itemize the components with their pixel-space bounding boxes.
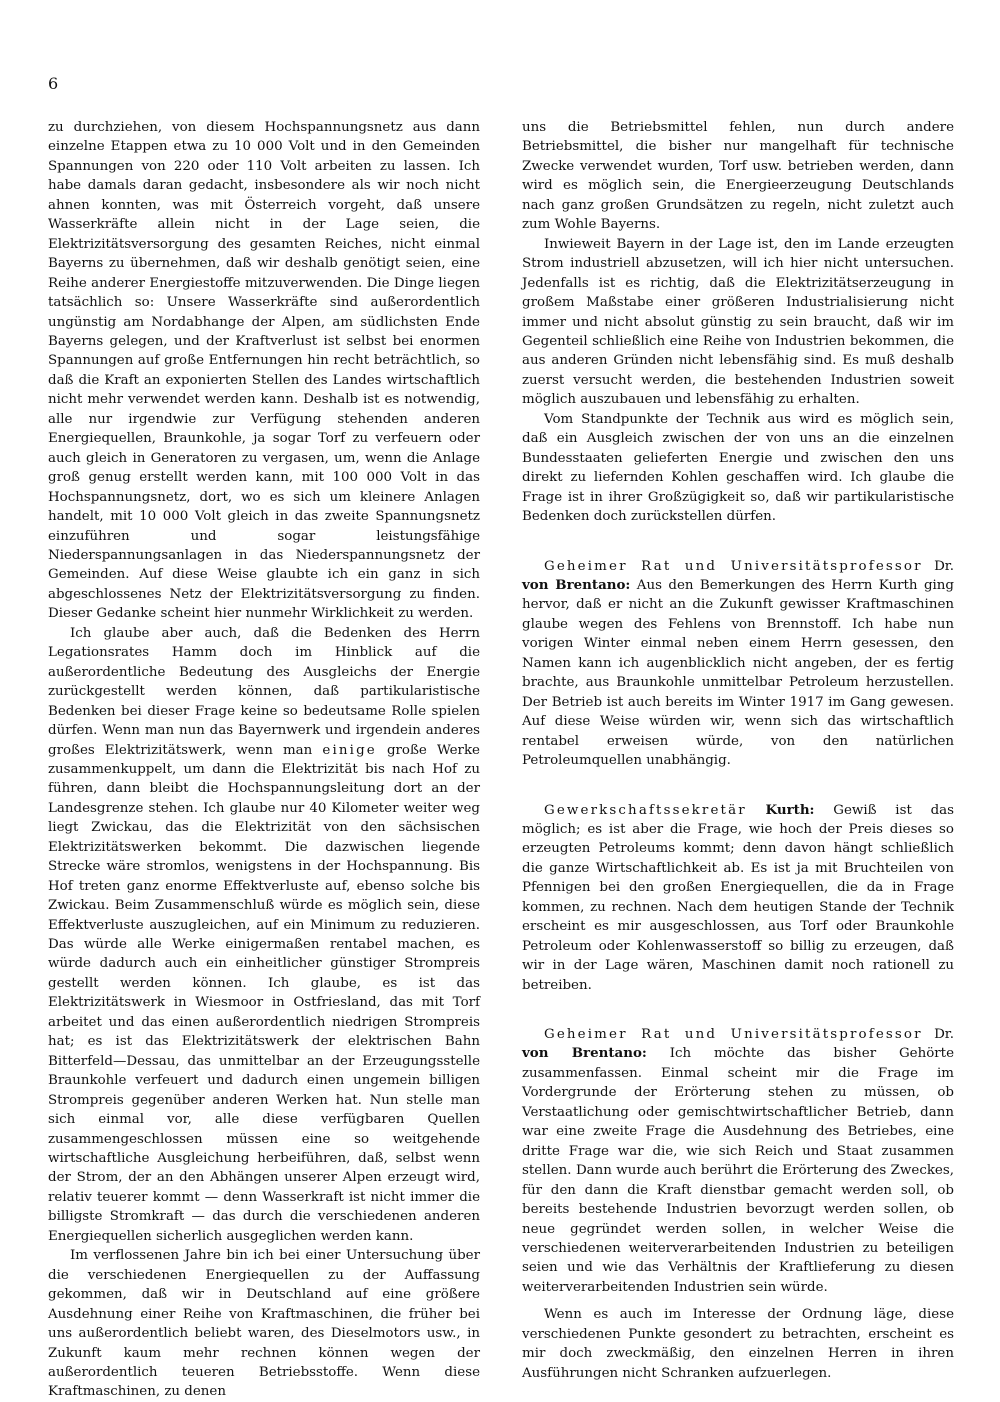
speaker-role: Geheimer Rat und Universitätsprofessor xyxy=(544,1027,923,1043)
page-number: 6 xyxy=(48,74,59,93)
speaker-title: Dr. xyxy=(934,558,954,574)
left-paragraph-2-start: Ich glaube aber auch, daß die Bedenken des Herrn Legationsrates Hamm doch im Hinblick auf die außerordentliche Bedeutung des Ausgleichs der Energie zurückgestellt werden können, daß partikularistische Bedenken bei dieser Frage keine so bedeutsame Rolle spielen dürfen. Wenn man nun das Bayernwerk und irgendein anderes großes Elektrizitätswerk, wenn man xyxy=(48,625,480,758)
speaker-name: von Brentano: xyxy=(522,1045,647,1062)
right-column xyxy=(522,118,954,1383)
speech-text: Gewiß ist das möglich; es ist aber die Frage, wie hoch der Preis dieses so erzeugten Petroleums kommt; denn davon hängt schließlich die ganze Wirtschaftlichkeit ab. Es ist ja mit Bruchteilen von Pfennigen bei den großen Energiequellen, die da in Frage kommen, zu rechnen. Nach dem heutigen Stande der Technik erscheint es mir ausgeschlossen, aus Torf oder Braunkohle Petroleum oder Kohlenwasserstoff so billig zu erzeugen, daß wir in der Lage wären, Maschinen damit noch rationell zu betreiben. xyxy=(522,802,954,993)
right-paragraph-3: Vom Standpunkte der Technik aus wird es möglich sein, daß ein Ausgleich zwischen der von uns an die einzelnen Bundesstaaten gelieferten Energie und zwischen den uns direkt zu liefernden Kohlen geschaffen wird. Ich glaube die Frage ist in ihrer Großzügigkeit so, daß wir partikularistische Bedenken doch zurückstellen dürfen. xyxy=(522,411,954,525)
left-paragraph-2-end: große Werke zusammenkuppelt, um dann die Elektrizität bis nach Hof zu führen, dann bleibt die Hochspannungsleitung dort an der Landesgrenze stehen. Ich glaube nur 40 Kilometer weiter weg liegt Zwickau, das die Elektrizität von den sächsischen Elektrizitätswerken bekommt. Die dazwischen liegende Strecke wäre stromlos, wenigstens in der Hochspannung. Bis Hof treten ganz enorme Effektverluste auf, ebenso solche bis Zwickau. Beim Zusammenschluß würde es möglich sein, diese Effektverluste auszugleichen, auf ein Minimum zu reduzieren. Das würde alle Werke einigermaßen rentabel machen, es würde dadurch auch ein einheitlicher günstiger Strompreis gestellt werden können. Ich glaube, es ist das Elektrizitätswerk in Wiesmoor in Ostfriesland, das mit Torf arbeitet und das einen außerordentlich niedrigen Strompreis hat; es ist das Elektrizitätswerk der elektrischen Bahn Bitterfeld—Dessau, das unmittelbar an der Erzeugungsstelle Braunkohle verfeuert und dadurch einen ungemein billigen Strompreis gegenüber anderen Werken hat. Nun stelle man sich einmal vor, alle diese verfügbaren Quellen zusammengeschlossen müssen eine so weitgehende wirtschaftliche Ausgleichung herbeiführen, daß, selbst wenn der Strom, der an den Abhängen unserer Alpen erzeugt wird, relativ teuerer kommt — denn Wasserkraft ist nicht immer die billigste Stromkraft — das durch die verschiedenen anderen Energiequellen sicherlich ausgeglichen werden kann. xyxy=(48,742,480,1244)
right-final-paragraph: Wenn es auch im Interesse der Ordnung läge, diese verschiedenen Punkte gesondert zu betrachten, erscheint es mir doch zweckmäßig, den einzelnen Herren in ihren Ausführungen nicht Schranken aufzuerlegen. xyxy=(522,1307,954,1381)
speech-brentano-2 xyxy=(522,1025,954,1297)
speech-kurth xyxy=(522,801,954,996)
speech-text: Ich möchte das bisher Gehörte zusammenfassen. Einmal scheint mir die Frage im Vordergrunde der Erörterung stehen zu müssen, ob Verstaatlichung oder gemischtwirtschaftlicher Betrieb, dann war eine zweite Frage die Ausdehnung des Betriebes, eine dritte Frage war die, wie sich Reich und Staat zusammen stellen. Dann wurde auch berührt die Erörterung des Zweckes, für den dann die Kraft dienstbar gemacht werden soll, ob bereits bestehende Industrien bevorzugt werden sollen, ob neue gegründet werden sollen, in welcher Weise die verschiedenen weiterverarbeitenden Industrien zu beteiligen seien und wie das Verhältnis der Kraftlieferung zu diesen weiterverarbeitenden Industrien sein würde. xyxy=(522,1046,954,1295)
speaker-name: Kurth: xyxy=(765,801,815,818)
left-paragraph-1: zu durchziehen, von diesem Hochspannungsnetz aus dann einzelne Etappen etwa zu 10 000 Volt und in den Gemeinden Spannungen von 220 oder 110 Volt arbeiten zu lassen. Ich habe damals daran gedacht, insbesondere als wir noch nicht ahnen konnten, was mit Österreich vorgeht, daß unsere Wasserkräfte allein nicht in der Lage seien, die Elektrizitätsversorgung des gesamten Reiches, nicht einmal Bayerns zu übernehmen, daß wir deshalb genötigt seien, eine Reihe anderer Energiestoffe mitzuverwenden. Die Dinge liegen tatsächlich so: Unsere Wasserkräfte sind außerordentlich ungünstig am Nordabhange der Alpen, am südlichsten Ende Bayerns gelegen, und der Kraftverlust ist selbst bei enormen Spannungen auf große Entfernungen hin recht beträchtlich, so daß die Kraft an exponierten Stellen des Landes wirtschaftlich nicht mehr verwendet werden kann. Deshalb ist es notwendig, alle nur irgendwie zur Verfügung stehenden anderen Energiequellen, Braunkohle, ja sogar Torf zu verfeuern oder auch gleich in Generatoren zu vergasen, um, wenn die Anlage groß genug erstellt werden kann, mit 100 000 Volt in das Hochspannungsnetz, dort, wo es sich um kleinere Anlagen handelt, mit 10 000 Volt gleich in das zweite Spannungsnetz einzuführen und sogar leistungsfähige Niederspannungsanlagen in das Niederspannungsnetz der Gemeinden. Auf diese Weise glaubte ich ein ganz in sich abgeschlossenes Netz der Elektrizitätsversorgung zu finden. Dieser Gedanke scheint hier nunmehr Wirklichkeit zu werden. xyxy=(48,120,480,622)
right-paragraph-2: Inwieweit Bayern in der Lage ist, den im Lande erzeugten Strom industriell abzusetzen, will ich hier nicht untersuchen. Jedenfalls ist es richtig, daß die Elektrizitätserzeugung in großem Maßstabe einer größeren Industrialisierung nicht immer und nicht absolut günstig zu sein braucht, daß wir im Gegenteil schließlich eine Reihe von Industrien bekommen, die aus anderen Gründen nicht lebensfähig sind. Es muß deshalb zuerst versucht werden, die bestehenden Industrien soweit möglich auszubauen und lebensfähig zu erhalten. xyxy=(522,236,954,408)
speaker-role: Gewerkschaftssekretär xyxy=(544,802,747,818)
speaker-name: von Brentano: xyxy=(522,576,631,593)
speech-text: Aus den Bemerkungen des Herrn Kurth ging hervor, daß er nicht an die Zukunft gewisser Kraftmaschinen glaube wegen des Fehlens von Brennstoff. Ich habe nun vorigen Winter einmal neben einem Herrn gesessen, den Namen kann ich augenblicklich nicht angeben, der es fertig brachte, aus Braunkohle unmittelbar Petroleum herzustellen. Der Betrieb ist auch bereits im Winter 1917 im Gang gewesen. Auf diese Weise würden wir, wenn sich das wirtschaftlich rentabel erweisen würde, von den natürlichen Petroleumquellen unabhängig. xyxy=(522,577,954,769)
right-paragraph-1: uns die Betriebsmittel fehlen, nun durch andere Betriebsmittel, die bisher nur mangelhaft für technische Zwecke verwendet wurden, Torf usw. betrieben werden, dann wird es möglich sein, die Energieerzeugung Deutschlands nach ganz großen Grundsätzen zu regeln, nicht zuletzt auch zum Wohle Bayerns. xyxy=(522,120,954,233)
speech-brentano-1 xyxy=(522,557,954,771)
left-paragraph-2 xyxy=(48,624,480,1247)
left-paragraph-3: Im verflossenen Jahre bin ich bei einer Untersuchung über die verschiedenen Energiequellen zu der Auffassung gekommen, daß wir in Deutschland auf eine größere Ausdehnung einer Reihe von Kraftmaschinen, die früher bei uns außerordentlich beliebt waren, des Dieselmotors usw., in Zukunft kaum mehr rechnen können wegen der außerordentlich teueren Betriebsstoffe. Wenn diese Kraftmaschinen, zu denen xyxy=(48,1248,480,1400)
left-column xyxy=(48,118,480,1402)
speaker-title: Dr. xyxy=(934,1027,954,1043)
emphasized-word: einige xyxy=(322,742,377,758)
speaker-role: Geheimer Rat und Universitätsprofessor xyxy=(544,558,923,574)
